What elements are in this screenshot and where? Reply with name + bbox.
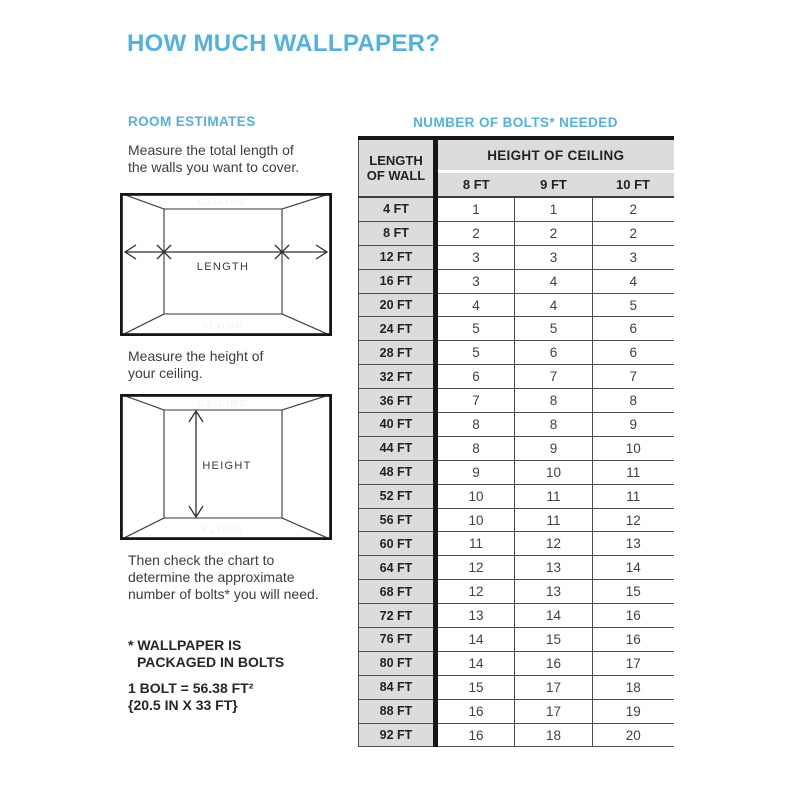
step1-instructions bbox=[128, 142, 299, 176]
step2-line1: Measure the height of bbox=[128, 348, 264, 364]
row-value: 16 bbox=[436, 723, 515, 747]
row-value: 8 bbox=[515, 413, 593, 437]
length-arrow bbox=[125, 245, 327, 259]
table-row bbox=[359, 365, 674, 389]
row-value: 6 bbox=[515, 341, 593, 365]
height-dimension-label: HEIGHT bbox=[202, 460, 252, 472]
row-value: 8 bbox=[436, 413, 515, 437]
row-label: 60 FT bbox=[359, 532, 436, 556]
row-label: 20 FT bbox=[359, 293, 436, 317]
row-value: 10 bbox=[593, 436, 674, 460]
row-value: 4 bbox=[515, 293, 593, 317]
table-row bbox=[359, 723, 674, 747]
row-value: 15 bbox=[515, 628, 593, 652]
wallpaper-footnote bbox=[128, 637, 284, 671]
row-value: 10 bbox=[436, 508, 515, 532]
row-value: 14 bbox=[436, 651, 515, 675]
column-group-header: HEIGHT OF CEILING bbox=[436, 138, 674, 172]
length-dimension-label: LENGTH bbox=[196, 261, 250, 273]
row-value: 9 bbox=[436, 460, 515, 484]
row-value: 18 bbox=[515, 723, 593, 747]
row-value: 4 bbox=[515, 269, 593, 293]
row-value: 7 bbox=[593, 365, 674, 389]
row-value: 5 bbox=[515, 317, 593, 341]
row-label: 8 FT bbox=[359, 221, 436, 245]
row-value: 14 bbox=[515, 604, 593, 628]
row-label: 32 FT bbox=[359, 365, 436, 389]
row-label: 68 FT bbox=[359, 580, 436, 604]
row-label: 4 FT bbox=[359, 197, 436, 221]
row-value: 6 bbox=[593, 317, 674, 341]
footnote-line2: PACKAGED IN BOLTS bbox=[137, 654, 285, 670]
row-value: 11 bbox=[593, 484, 674, 508]
row-value: 6 bbox=[593, 341, 674, 365]
row-value: 20 bbox=[593, 723, 674, 747]
row-label: 76 FT bbox=[359, 628, 436, 652]
row-value: 17 bbox=[515, 699, 593, 723]
table-row bbox=[359, 532, 674, 556]
column-header-10ft: 10 FT bbox=[593, 172, 674, 198]
row-value: 9 bbox=[515, 436, 593, 460]
step2-line2: your ceiling. bbox=[128, 365, 203, 381]
table-row bbox=[359, 245, 674, 269]
row-value: 11 bbox=[515, 484, 593, 508]
row-value: 5 bbox=[593, 293, 674, 317]
column-header-8ft: 8 FT bbox=[436, 172, 515, 198]
bolt-info-line2: {20.5 IN X 33 FT} bbox=[128, 697, 238, 713]
corner-label-line2: OF WALL bbox=[366, 168, 426, 183]
row-label: 44 FT bbox=[359, 436, 436, 460]
table-row bbox=[359, 269, 674, 293]
row-value: 1 bbox=[515, 197, 593, 221]
row-label: 92 FT bbox=[359, 723, 436, 747]
corner-label-line1: LENGTH bbox=[369, 153, 423, 168]
row-value: 11 bbox=[593, 460, 674, 484]
row-value: 17 bbox=[515, 675, 593, 699]
table-row bbox=[359, 580, 674, 604]
room-estimates-heading: ROOM ESTIMATES bbox=[128, 114, 256, 129]
row-value: 1 bbox=[436, 197, 515, 221]
row-label: 16 FT bbox=[359, 269, 436, 293]
height-arrow bbox=[189, 411, 203, 517]
row-value: 18 bbox=[593, 675, 674, 699]
row-value: 12 bbox=[515, 532, 593, 556]
height-room-diagram bbox=[120, 394, 332, 540]
step3-line2: determine the approximate bbox=[128, 569, 295, 585]
row-value: 13 bbox=[515, 580, 593, 604]
step3-instructions bbox=[128, 552, 319, 603]
table-row bbox=[359, 341, 674, 365]
bolts-table-body bbox=[359, 197, 674, 747]
row-value: 14 bbox=[593, 556, 674, 580]
row-value: 11 bbox=[515, 508, 593, 532]
table-row bbox=[359, 317, 674, 341]
left-wall bbox=[120, 394, 164, 540]
row-label: 56 FT bbox=[359, 508, 436, 532]
row-label: 80 FT bbox=[359, 651, 436, 675]
row-label: 12 FT bbox=[359, 245, 436, 269]
row-label: 40 FT bbox=[359, 413, 436, 437]
row-value: 11 bbox=[436, 532, 515, 556]
row-value: 2 bbox=[436, 221, 515, 245]
row-value: 2 bbox=[515, 221, 593, 245]
step2-instructions bbox=[128, 348, 263, 382]
right-wall bbox=[282, 394, 332, 540]
row-value: 15 bbox=[593, 580, 674, 604]
table-row bbox=[359, 484, 674, 508]
row-value: 2 bbox=[593, 197, 674, 221]
column-header-9ft: 9 FT bbox=[515, 172, 593, 198]
row-value: 16 bbox=[436, 699, 515, 723]
page-title: HOW MUCH WALLPAPER? bbox=[127, 30, 441, 57]
step1-line1: Measure the total length of bbox=[128, 142, 294, 158]
row-value: 10 bbox=[436, 484, 515, 508]
row-value: 4 bbox=[593, 269, 674, 293]
table-row bbox=[359, 628, 674, 652]
row-value: 4 bbox=[436, 293, 515, 317]
row-value: 3 bbox=[436, 269, 515, 293]
table-row bbox=[359, 436, 674, 460]
row-value: 7 bbox=[436, 389, 515, 413]
row-value: 12 bbox=[436, 580, 515, 604]
row-value: 9 bbox=[593, 413, 674, 437]
row-value: 12 bbox=[593, 508, 674, 532]
step1-line2: the walls you want to cover. bbox=[128, 159, 300, 175]
row-value: 16 bbox=[593, 628, 674, 652]
length-room-diagram bbox=[120, 193, 332, 336]
row-value: 16 bbox=[515, 651, 593, 675]
row-value: 10 bbox=[515, 460, 593, 484]
row-value: 19 bbox=[593, 699, 674, 723]
row-label: 48 FT bbox=[359, 460, 436, 484]
row-value: 13 bbox=[436, 604, 515, 628]
row-value: 3 bbox=[436, 245, 515, 269]
table-row bbox=[359, 413, 674, 437]
row-value: 16 bbox=[593, 604, 674, 628]
table-row bbox=[359, 508, 674, 532]
row-value: 17 bbox=[593, 651, 674, 675]
row-label: 72 FT bbox=[359, 604, 436, 628]
row-value: 14 bbox=[436, 628, 515, 652]
bolts-table-heading: NUMBER OF BOLTS* NEEDED bbox=[413, 115, 618, 130]
step3-line1: Then check the chart to bbox=[128, 552, 275, 568]
row-value: 7 bbox=[515, 365, 593, 389]
row-value: 12 bbox=[436, 556, 515, 580]
bolt-size-info bbox=[128, 680, 253, 714]
row-label: 36 FT bbox=[359, 389, 436, 413]
bolt-info-line1: 1 BOLT = 56.38 FT² bbox=[128, 680, 254, 696]
table-row bbox=[359, 293, 674, 317]
row-value: 3 bbox=[593, 245, 674, 269]
table-row bbox=[359, 221, 674, 245]
row-label: 52 FT bbox=[359, 484, 436, 508]
table-row bbox=[359, 675, 674, 699]
row-value: 15 bbox=[436, 675, 515, 699]
left-wall bbox=[120, 193, 164, 336]
row-value: 5 bbox=[436, 341, 515, 365]
footnote-line1: * WALLPAPER IS bbox=[128, 637, 242, 653]
header-row-group bbox=[359, 138, 674, 172]
table-row bbox=[359, 460, 674, 484]
row-value: 2 bbox=[593, 221, 674, 245]
row-value: 3 bbox=[515, 245, 593, 269]
row-label: 88 FT bbox=[359, 699, 436, 723]
table-row bbox=[359, 197, 674, 221]
row-value: 13 bbox=[593, 532, 674, 556]
right-wall bbox=[282, 193, 332, 336]
row-value: 13 bbox=[515, 556, 593, 580]
row-label: 24 FT bbox=[359, 317, 436, 341]
bolts-table bbox=[358, 136, 674, 747]
table-row bbox=[359, 389, 674, 413]
bolts-table-header bbox=[359, 138, 674, 197]
corner-cell-length-of-wall bbox=[359, 138, 436, 197]
floor-label: FLOOR bbox=[202, 525, 244, 536]
row-value: 6 bbox=[436, 365, 515, 389]
row-value: 5 bbox=[436, 317, 515, 341]
row-value: 8 bbox=[593, 389, 674, 413]
table-row bbox=[359, 604, 674, 628]
row-label: 64 FT bbox=[359, 556, 436, 580]
ceiling-label: CEILING bbox=[198, 398, 248, 409]
table-row bbox=[359, 556, 674, 580]
step3-line3: number of bolts* you will need. bbox=[128, 586, 319, 602]
ceiling-label: CEILING bbox=[198, 197, 248, 208]
row-value: 8 bbox=[515, 389, 593, 413]
row-label: 28 FT bbox=[359, 341, 436, 365]
row-value: 8 bbox=[436, 436, 515, 460]
table-row bbox=[359, 651, 674, 675]
table-row bbox=[359, 699, 674, 723]
floor-label: FLOOR bbox=[202, 321, 244, 332]
row-label: 84 FT bbox=[359, 675, 436, 699]
